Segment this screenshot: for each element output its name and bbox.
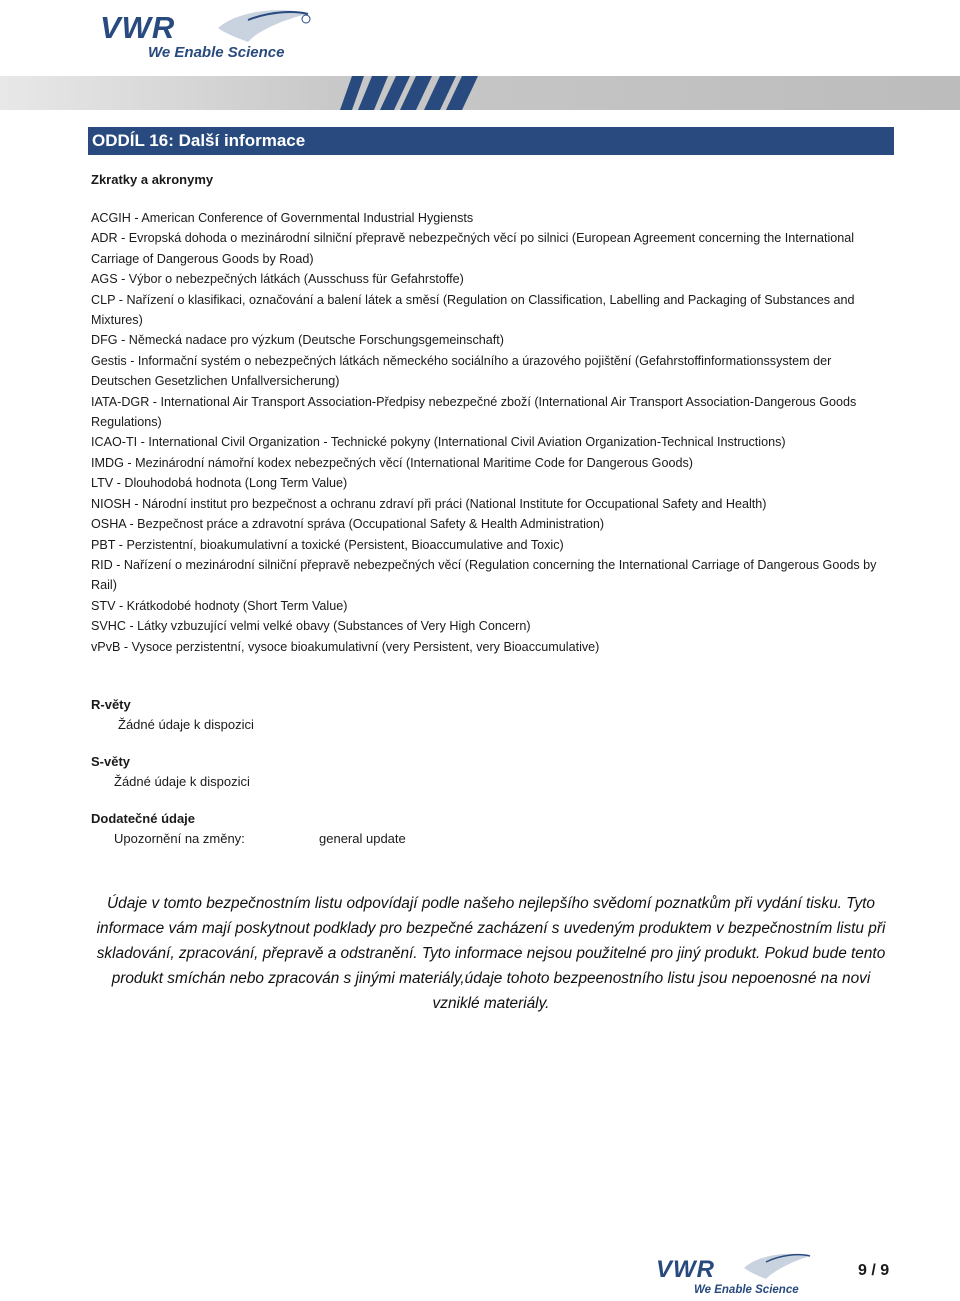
change-notice-value: general update: [319, 831, 406, 846]
list-item: STV - Krátkodobé hodnoty (Short Term Value): [91, 598, 348, 613]
s-phrases-heading: S-věty: [91, 754, 131, 769]
vwr-logo: [654, 1252, 814, 1296]
list-item: OSHA - Bezpečnost práce a zdravotní správa (Occupational Safety & Health Administration): [91, 517, 605, 532]
vwr-logo: [98, 8, 318, 62]
list-item: IATA-DGR - International Air Transport Association-Předpisy nebezpečné zboží (International Air Transport Association-Dangerous Goods Regulations): [91, 394, 857, 430]
header-band: [0, 76, 960, 110]
list-item: AGS - Výbor o nebezpečných látkách (Ausschuss für Gefahrstoffe): [91, 272, 464, 287]
list-item: IMDG - Mezinárodní námořní kodex nebezpečných věcí (International Maritime Code for Dangerous Goods): [91, 455, 693, 470]
list-item: PBT - Perzistentní, bioakumulativní a toxické (Persistent, Bioaccumulative and Toxic): [91, 537, 564, 552]
list-item: ICAO-TI - International Civil Organization - Technické pokyny (International Civil Aviation Organization-Technical Instructions): [91, 435, 786, 450]
r-phrases-value: Žádné údaje k dispozici: [118, 717, 254, 732]
list-item: DFG - Německá nadace pro výzkum (Deutsche Forschungsgemeinschaft): [91, 333, 504, 348]
list-item: SVHC - Látky vzbuzující velmi velké obavy (Substances of Very High Concern): [91, 619, 531, 634]
disclaimer: Údaje v tomto bezpečnostním listu odpovídají podle našeho nejlepšího svědomí poznatkům při vydání tisku. Tyto informace vám mají poskytnout podklady pro bezpečné zacházení s uvedeným produktem v bezpečnostním listu při skladování, zpracování, přepravě a odstranění. Tyto informace nejsou použitelné pro jiný produkt. Pokud bude tento produkt smíchán nebo zpracován s jinými materiály,údaje tohoto bezpeenostního listu jsou nepoenosné na novi vzniklé materiály.: [96, 895, 886, 1012]
list-item: ACGIH - American Conference of Governmental Industrial Hygiensts: [91, 211, 474, 225]
additional-heading: Dodatečné údaje: [91, 811, 196, 826]
list-item: LTV - Dlouhodobá hodnota (Long Term Value): [91, 476, 348, 491]
s-phrases-value: Žádné údaje k dispozici: [114, 774, 250, 789]
logo-tagline: We Enable Science: [148, 44, 285, 61]
section-title: ODDÍL 16: Další informace: [88, 127, 894, 155]
r-phrases-heading: R-věty: [91, 697, 131, 712]
change-notice-label: Upozornění na změny:: [114, 831, 245, 846]
logo-tagline: We Enable Science: [694, 1284, 799, 1296]
list-item: ADR - Evropská dohoda o mezinárodní silniční přepravě nebezpečných věcí po silnici (European Agreement concerning the International Carriage of Dangerous Goods by Road): [91, 231, 855, 266]
logo-wordmark: VWR: [656, 1256, 715, 1283]
abbreviations-heading: Zkratky a akronymy: [91, 172, 214, 187]
list-item: Gestis - Informační systém o nebezpečných látkách německého sociálního a úrazového pojištění (Gefahrstoffinformationssystem der Deutschen Gesetzlichen Unfallversicherung): [91, 353, 832, 389]
list-item: CLP - Nařízení o klasifikaci, označování a balení látek a směsí (Regulation on Classification, Labelling and Packaging of Substances and Mixtures): [91, 292, 855, 328]
list-item: NIOSH - Národní institut pro bezpečnost a ochranu zdraví při práci (National Institute for Occupational Safety and Health): [91, 496, 767, 511]
page-number: 9 / 9: [858, 1262, 890, 1279]
logo-wordmark: VWR: [100, 10, 176, 45]
abbreviations-list: [91, 208, 891, 657]
list-item: RID - Nařízení o mezinárodní silniční přepravě nebezpečných věcí (Regulation concerning the International Carriage of Dangerous Goods by Rail): [91, 557, 877, 593]
list-item: vPvB - Vysoce perzistentní, vysoce bioakumulativní (very Persistent, very Bioaccumulative): [91, 639, 600, 654]
